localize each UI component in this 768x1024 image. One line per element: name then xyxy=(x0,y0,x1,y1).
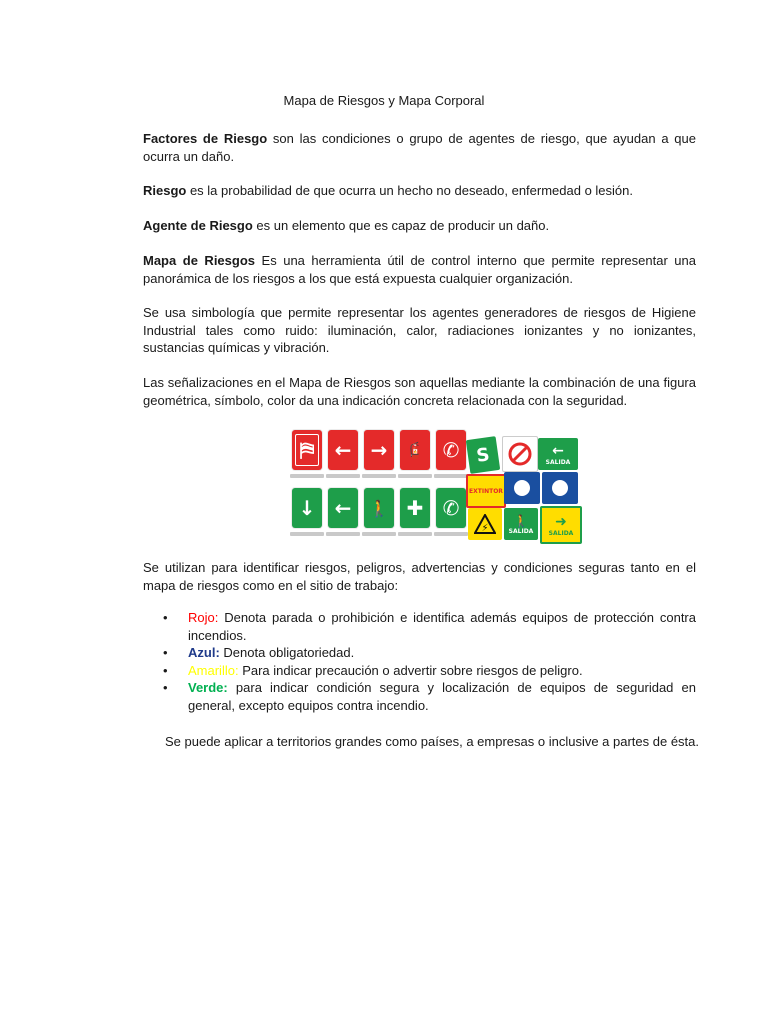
red-sign-hose-icon xyxy=(292,430,322,470)
green-sign-exit-person-icon xyxy=(364,488,394,528)
text-rojo: Denota parada o prohibición e identifica además equipos de protección contra incendios. xyxy=(188,610,696,643)
red-sign-extinguisher-icon xyxy=(400,430,430,470)
green-salida-sign-icon: ← SALIDA xyxy=(538,438,578,470)
term-agente: Agente de Riesgo xyxy=(143,218,253,233)
document-title: Mapa de Riesgos y Mapa Corporal xyxy=(283,93,485,108)
text-verde: para indicar condición segura y localización de equipos de seguridad en general, excepto equipos contra incendio. xyxy=(188,680,696,713)
label-verde: Verde: xyxy=(188,680,228,695)
no-smoking-sign-icon xyxy=(502,436,538,472)
warning-electric-sign-icon xyxy=(468,508,502,540)
term-factores: Factores de Riesgo xyxy=(143,131,268,146)
closing-paragraph: Se puede aplicar a territorios grandes como países, a empresas o inclusive a partes de ésta. xyxy=(165,734,700,749)
red-sign-hose-symbol: ⛿ xyxy=(295,434,319,466)
blue-helmet-sign-icon xyxy=(542,472,578,504)
definition-factores: son las condiciones o grupo de agentes de riesgo, que ayudan a que ocurra un daño. xyxy=(143,131,696,164)
text-amarillo: Para indicar precaución o advertir sobre riesgos de peligro. xyxy=(238,662,583,678)
caption-line xyxy=(362,532,396,536)
bullet-dot: • xyxy=(163,662,168,678)
salida-label: SALIDA xyxy=(548,529,574,537)
caption-line xyxy=(398,474,432,478)
red-sign-arrow-left-symbol: ← xyxy=(334,438,352,462)
label-amarillo: Amarillo: xyxy=(188,662,239,678)
paragraph-senalizaciones: Las señalizaciones en el Mapa de Riesgos son aquellas mediante la combinación de una figura geométrica, símbolo, color da una indicación concreta relacionada con la seguridad. xyxy=(143,375,696,408)
paragraph-factores xyxy=(143,130,696,165)
bullet-dot: • xyxy=(163,610,168,625)
caption-line xyxy=(290,532,324,536)
caption-line xyxy=(398,532,432,536)
prohibition-circle-icon xyxy=(507,441,533,467)
caption-line xyxy=(362,474,396,478)
label-azul: Azul: xyxy=(188,645,220,660)
red-sign-phone-icon xyxy=(436,430,466,470)
list-item-azul xyxy=(143,644,696,662)
paragraph-simbologia: Se usa simbología que permite representar los agentes generadores de riesgos de Higiene Industrial tales como ruido: iluminación, calor, radiaciones ionizantes y no ionizantes, sustancias químicas y vibración. xyxy=(143,305,696,355)
paragraph-riesgo xyxy=(143,182,696,200)
term-riesgo: Riesgo xyxy=(143,183,187,198)
caption-line xyxy=(326,474,360,478)
green-sign-arrow-down-symbol: ↓ xyxy=(298,496,316,520)
green-sign-arrow-left-symbol: ← xyxy=(334,496,352,520)
salida-label: SALIDA xyxy=(545,458,571,466)
paragraph-agente xyxy=(143,217,696,235)
list-item-amarillo xyxy=(143,662,696,680)
color-meaning-list xyxy=(143,609,696,714)
caption-line xyxy=(434,532,468,536)
green-sign-exit-person-symbol: 🚶 xyxy=(369,498,389,518)
definition-mapa: Es una herramienta útil de control interno que permite representar una panorámica de los riesgos a los que está expuesta cualquier organización. xyxy=(143,253,696,286)
extintor-sign-icon: EXTINTOR xyxy=(466,474,506,508)
list-item-verde xyxy=(143,679,696,714)
safety-signs-image xyxy=(288,424,584,542)
paragraph-mapa xyxy=(143,252,696,287)
text-azul: Denota obligatoriedad. xyxy=(219,645,355,660)
caption-line xyxy=(326,532,360,536)
green-exit-stairs-sign-icon: 🚶 SALIDA xyxy=(504,508,538,540)
red-sign-arrow-right-symbol: → xyxy=(370,438,388,462)
list-item-rojo xyxy=(143,609,696,644)
red-sign-phone-symbol: ✆ xyxy=(442,438,460,462)
blue-boots-sign-icon xyxy=(504,472,540,504)
green-sign-s-icon: S xyxy=(466,436,500,474)
caption-line xyxy=(290,474,324,478)
green-sign-first-aid-symbol: ✚ xyxy=(406,496,424,520)
caption-line xyxy=(434,474,468,478)
paragraph-utilizan: Se utilizan para identificar riesgos, peligros, advertencias y condiciones seguras tanto en el mapa de riesgos como en el sitio de trabajo: xyxy=(143,560,696,593)
red-sign-arrow-left-icon xyxy=(328,430,358,470)
svg-text:⚡: ⚡ xyxy=(481,523,489,534)
label-rojo: Rojo: xyxy=(188,610,219,625)
mixed-signs-cluster xyxy=(466,434,580,542)
definition-riesgo: es la probabilidad de que ocurra un hecho no deseado, enfermedad o lesión. xyxy=(186,183,633,198)
definition-agente: es un elemento que es capaz de producir un daño. xyxy=(252,218,550,233)
term-mapa: Mapa de Riesgos xyxy=(143,253,256,268)
red-sign-extinguisher-symbol: 🧯 xyxy=(405,440,425,460)
bullet-dot: • xyxy=(163,645,168,660)
green-sign-arrow-left-icon xyxy=(328,488,358,528)
green-sign-arrow-down-icon xyxy=(292,488,322,528)
green-sign-phone-symbol: ✆ xyxy=(442,496,460,520)
green-sign-phone-icon xyxy=(436,488,466,528)
green-sign-first-aid-icon xyxy=(400,488,430,528)
yellow-salida-sign-icon: ➜ SALIDA xyxy=(540,506,582,544)
red-sign-arrow-right-icon xyxy=(364,430,394,470)
salida-label: SALIDA xyxy=(508,527,534,535)
bullet-dot: • xyxy=(163,680,168,695)
